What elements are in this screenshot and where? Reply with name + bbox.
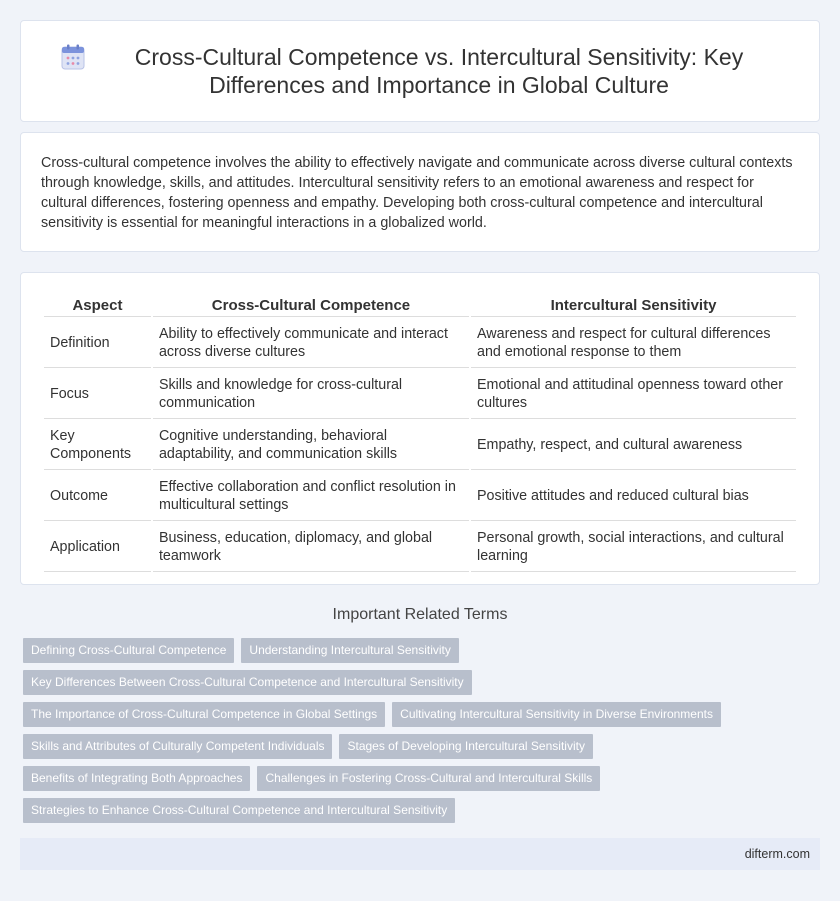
related-term-tag[interactable]: Defining Cross-Cultural Competence bbox=[23, 638, 234, 663]
table-row bbox=[44, 370, 796, 419]
comparison-card bbox=[20, 272, 820, 585]
tag-row bbox=[23, 798, 823, 823]
table-row bbox=[44, 472, 796, 521]
related-terms-title: Important Related Terms bbox=[332, 606, 508, 623]
related-term-tag[interactable]: Benefits of Integrating Both Approaches bbox=[23, 766, 250, 791]
ccc-cell: Effective collaboration and conflict resolution in multicultural settings bbox=[153, 472, 469, 521]
footer bbox=[20, 838, 820, 870]
intro-card bbox=[20, 132, 820, 252]
related-term-tag[interactable]: Key Differences Between Cross-Cultural Competence and Intercultural Sensitivity bbox=[23, 670, 472, 695]
intro-text: Cross-cultural competence involves the ability to effectively navigate and communicate across diverse cultural contexts through knowledge, skills, and attitudes. Intercultural sensitivity refers to an emotional awareness and respect for cultural differences, fostering openness and empathy. Developing both cross-cultural competence and intercultural sensitivity is essential for meaningful interactions in a globalized world. bbox=[41, 155, 793, 231]
header-intercultural-sensitivity: Intercultural Sensitivity bbox=[471, 295, 796, 317]
calendar-icon bbox=[61, 44, 85, 70]
site-link[interactable]: difterm.com bbox=[744, 847, 810, 861]
ccc-cell: Cognitive understanding, behavioral adaptability, and communication skills bbox=[153, 421, 469, 470]
aspect-cell: Outcome bbox=[44, 472, 151, 521]
comparison-table bbox=[42, 293, 798, 574]
tag-row bbox=[23, 702, 823, 727]
related-term-tag[interactable]: Strategies to Enhance Cross-Cultural Competence and Intercultural Sensitivity bbox=[23, 798, 455, 823]
related-term-tag[interactable]: Challenges in Fostering Cross-Cultural and Intercultural Skills bbox=[257, 766, 600, 791]
is-cell: Positive attitudes and reduced cultural bias bbox=[471, 472, 796, 521]
aspect-cell: Key Components bbox=[44, 421, 151, 470]
tag-row bbox=[23, 766, 823, 791]
ccc-cell: Ability to effectively communicate and interact across diverse cultures bbox=[153, 319, 469, 368]
is-cell: Emotional and attitudinal openness toward other cultures bbox=[471, 370, 796, 419]
ccc-cell: Skills and knowledge for cross-cultural communication bbox=[153, 370, 469, 419]
tag-row bbox=[23, 734, 823, 759]
is-cell: Personal growth, social interactions, and cultural learning bbox=[471, 523, 796, 572]
is-cell: Empathy, respect, and cultural awareness bbox=[471, 421, 796, 470]
header-card bbox=[20, 20, 820, 122]
header-cross-cultural-competence: Cross-Cultural Competence bbox=[153, 295, 469, 317]
table-row bbox=[44, 523, 796, 572]
table-row bbox=[44, 421, 796, 470]
tag-row bbox=[23, 638, 823, 663]
related-term-tag[interactable]: Skills and Attributes of Culturally Competent Individuals bbox=[23, 734, 332, 759]
tag-row bbox=[23, 670, 823, 695]
related-term-tag[interactable]: Stages of Developing Intercultural Sensitivity bbox=[339, 734, 592, 759]
is-cell: Awareness and respect for cultural differences and emotional response to them bbox=[471, 319, 796, 368]
page-title: Cross-Cultural Competence vs. Intercultural Sensitivity: Key Differences and Importance in Global Culture bbox=[134, 44, 744, 98]
table-row bbox=[44, 319, 796, 368]
aspect-cell: Focus bbox=[44, 370, 151, 419]
aspect-cell: Definition bbox=[44, 319, 151, 368]
aspect-cell: Application bbox=[44, 523, 151, 572]
related-terms-list bbox=[23, 638, 823, 830]
related-term-tag[interactable]: Understanding Intercultural Sensitivity bbox=[241, 638, 458, 663]
header-aspect: Aspect bbox=[44, 295, 151, 317]
related-term-tag[interactable]: Cultivating Intercultural Sensitivity in Diverse Environments bbox=[392, 702, 721, 727]
ccc-cell: Business, education, diplomacy, and global teamwork bbox=[153, 523, 469, 572]
related-term-tag[interactable]: The Importance of Cross-Cultural Competence in Global Settings bbox=[23, 702, 385, 727]
table-header-row bbox=[44, 295, 796, 317]
